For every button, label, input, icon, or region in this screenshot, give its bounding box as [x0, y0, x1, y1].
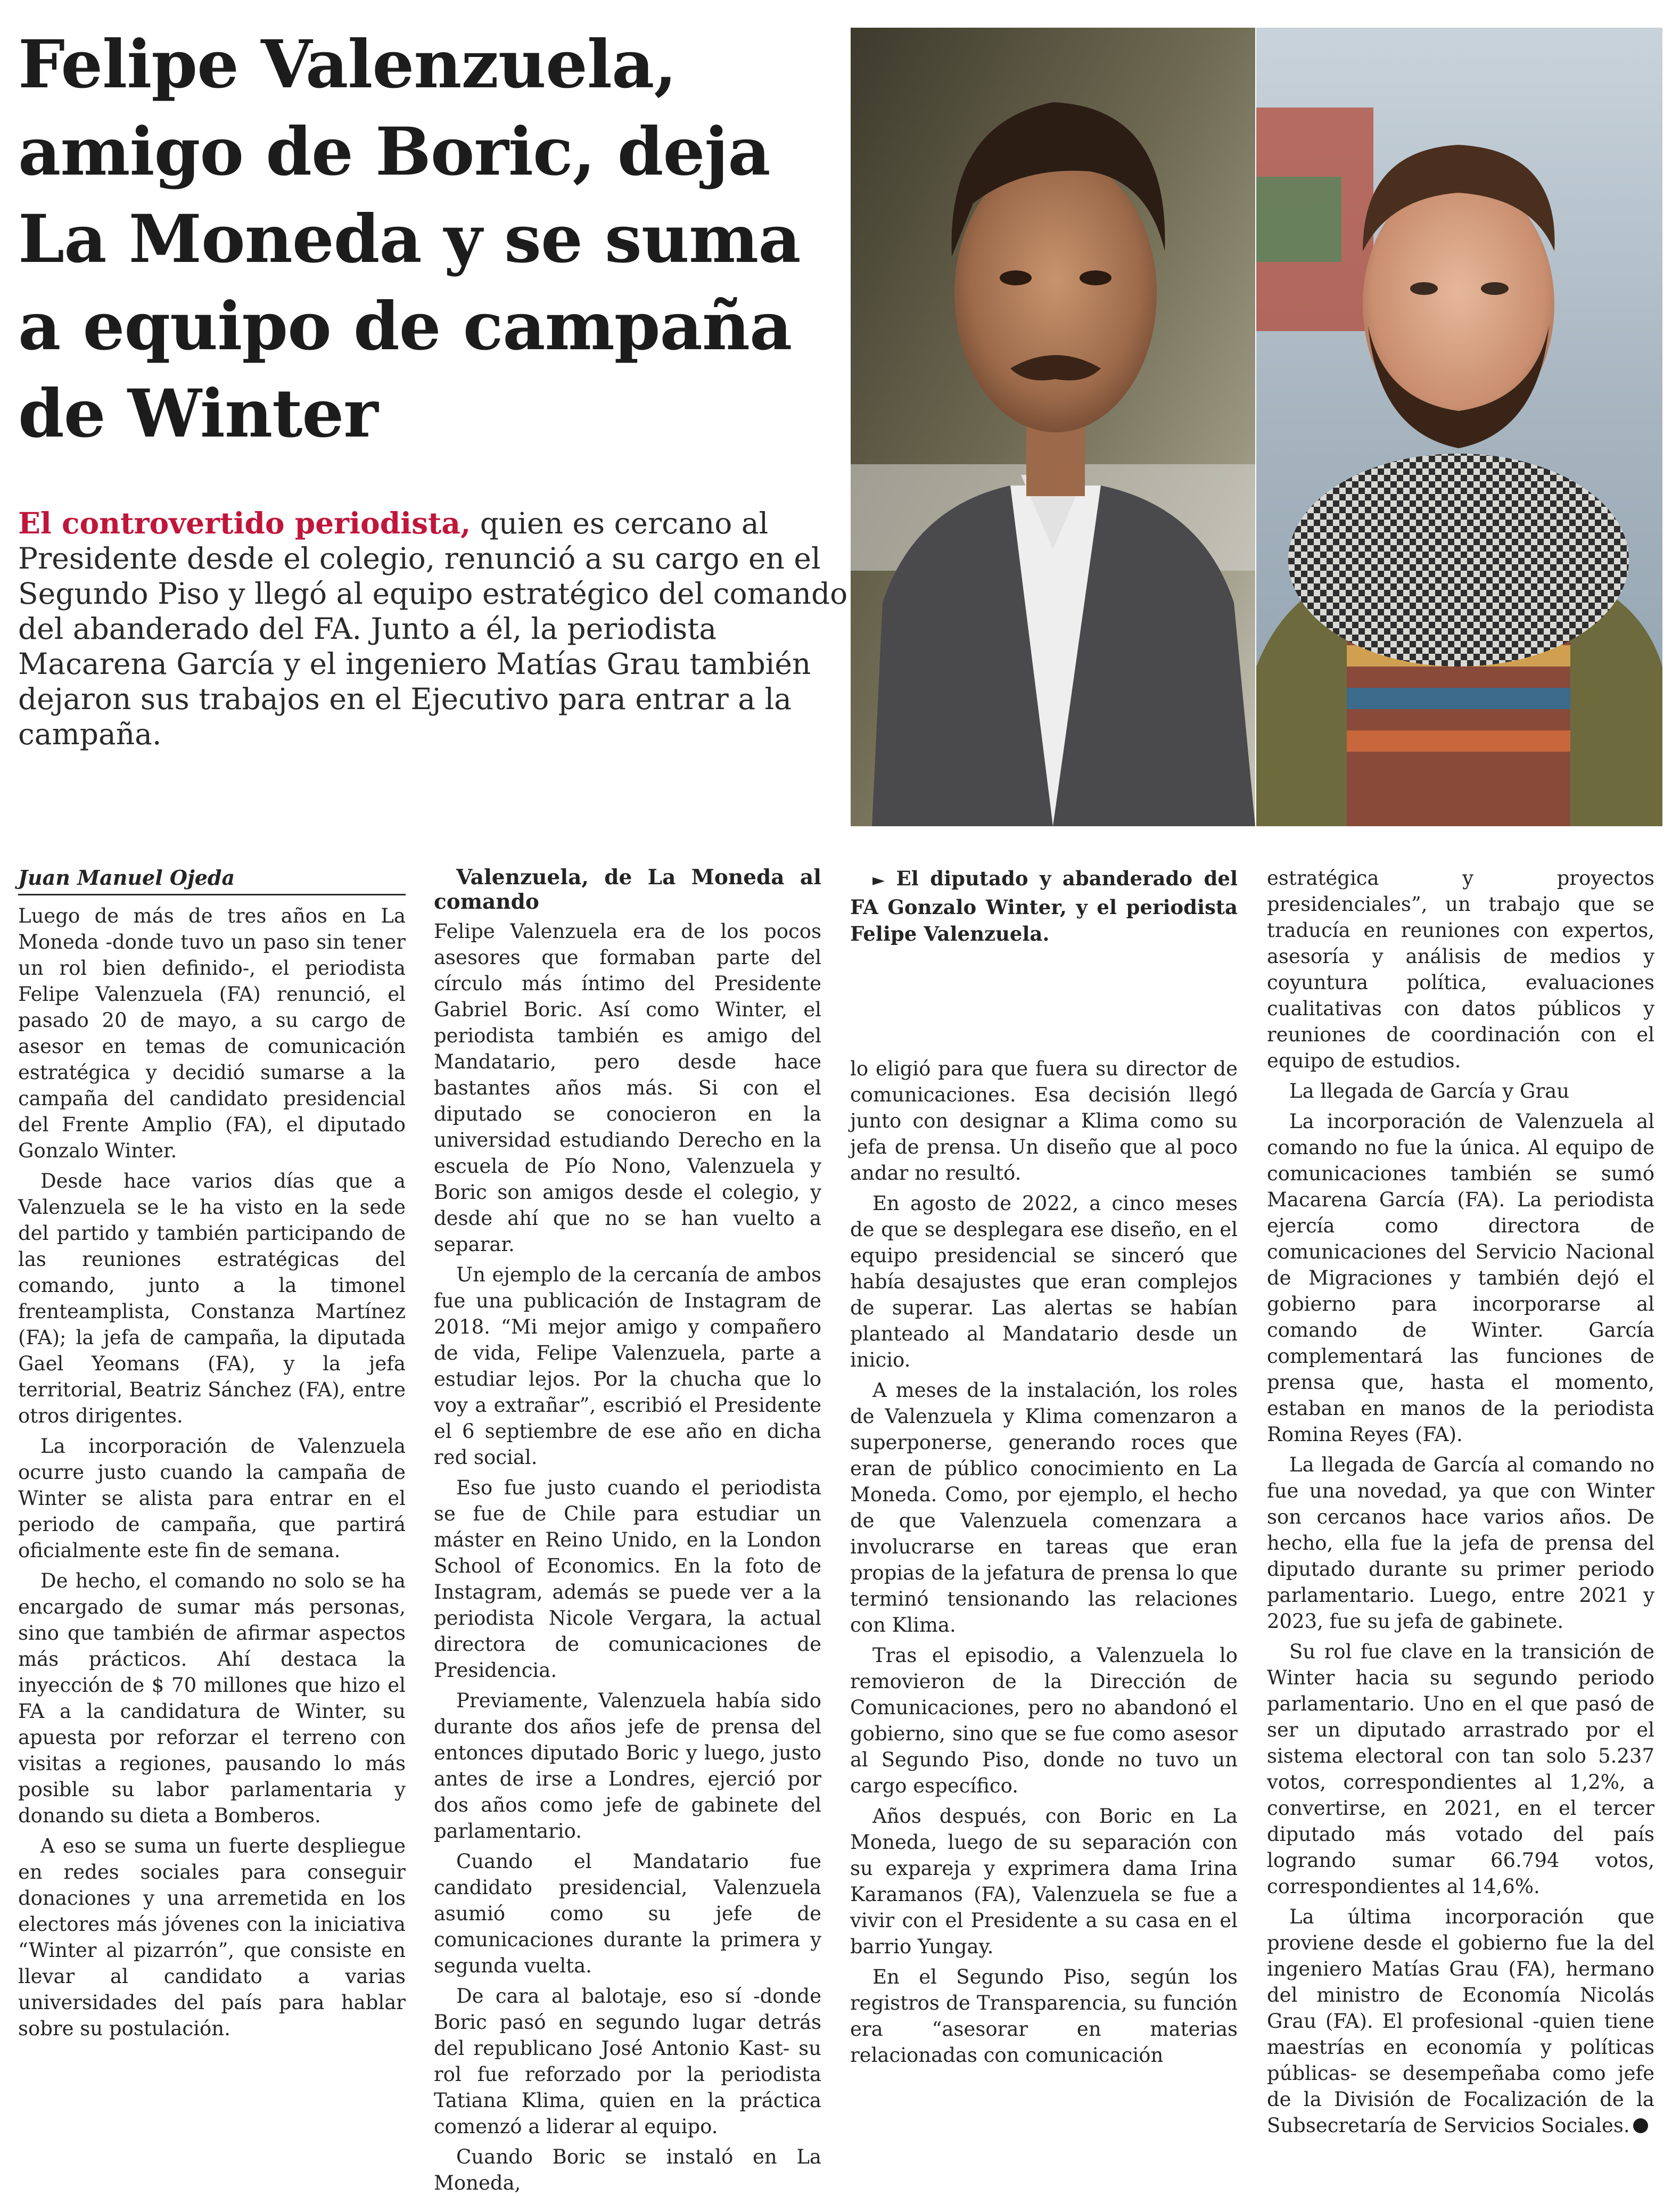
- section-midhead: La llegada de García y Grau: [1289, 1080, 1570, 1103]
- paragraph-last: [1267, 1904, 1654, 2139]
- paragraph: Luego de más de tres años en La Moneda -donde tuvo un paso sin tener un rol bien definido-, el periodista Felipe Valenzuela (FA) renunció, el pasado 20 de mayo, a su cargo de asesor en temas de comunicación estratégica y decidió sumarse a la campaña del candidato presidencial del Frente Amplio (FA), el diputado Gonzalo Winter.: [18, 904, 406, 1162]
- paragraph: En agosto de 2022, a cinco meses de que se desplegara ese diseño, en el equipo presidencial se sinceró que había desajustes que eran complejos de superar. Las alertas se habían planteado al Mandatario desde un inicio.: [850, 1192, 1238, 1371]
- paragraph: A meses de la instalación, los roles de Valenzuela y Klima comenzaron a superponerse, generando roces que eran de público conocimiento en La Moneda. Como, por ejemplo, el hecho de que Valenzuela comenzara a involucrarse en tareas que eran propias de la jefatura de prensa lo que terminó tensionando las relaciones con Klima.: [850, 1379, 1238, 1636]
- article-column-4: [1267, 865, 1654, 2137]
- paragraph: La incorporación de Valenzuela al comando no fue la única. Al equipo de comunicaciones también se sumó Macarena García (FA). La periodista ejercía como directora de comunicaciones del Servicio Nacional de Migraciones y también dejó el gobierno para incorporarse al comando de Winter. García complementará las funciones de prensa que, hasta el momento, estaban en manos de la periodista Romina Reyes (FA).: [1267, 1110, 1654, 1446]
- paragraph: La incorporación de Valenzuela ocurre justo cuando la campaña de Winter se alista para entrar en el periodo de campaña, que partirá oficialmente este fin de semana.: [18, 1435, 406, 1562]
- paragraph-last-text: La última incorporación que proviene desde el gobierno fue la del ingeniero Matías Grau (FA), hermano del ministro de Economía Nicolás Grau (FA). El profesional -quien tiene maestrías en economía y políticas públicas- se desempeñaba como jefe de la División de Focalización de la Subsecretaría de Servicios Sociales.: [1267, 1905, 1654, 2137]
- portrait-photo-icon: [851, 28, 1255, 826]
- portrait-photo-icon: [1256, 28, 1662, 826]
- paragraph: Su rol fue clave en la transición de Winter hacia su segundo periodo parlamentario. Uno en el que pasó de ser un diputado arrastrado por el sistema electoral con tan solo 5.237 votos, correspondientes al 1,2%, a convertirse, en 2021, en el tercer diputado más votado del país logrando sumar 66.794 votos, correspondientes al 14,6%.: [1267, 1640, 1654, 1898]
- article-column-2: [434, 865, 821, 2194]
- paragraph: Años después, con Boric en La Moneda, luego de su separación con su expareja y exprimera dama Irina Karamanos (FA), Valenzuela se fue a vivir con el Presidente a su casa en el barrio Yungay.: [850, 1805, 1238, 1958]
- caption-arrow-icon: ►: [872, 871, 885, 890]
- paragraph: Cuando Boric se instaló en La Moneda,: [434, 2145, 821, 2194]
- paragraph: Previamente, Valenzuela había sido durante dos años jefe de prensa del entonces diputado Boric y luego, justo antes de irse a Londres, ejerció por dos años como jefe de gabinete del parlamentario.: [434, 1689, 821, 1843]
- paragraph: Felipe Valenzuela era de los pocos asesores que formaban parte del círculo más íntimo del Presidente Gabriel Boric. Así como Winter, el periodista también es amigo del Mandatario, pero desde hace bastantes años más. Si con el diputado se conocieron en la universidad estudiando Derecho en la escuela de Pío Nono, Valenzuela y Boric son amigos desde el colegio, y desde ahí que no se han vuelto a separar.: [434, 920, 821, 1256]
- paragraph: Eso fue justo cuando el periodista se fue de Chile para estudiar un máster en Reino Unido, en la London School of Economics. En la foto de Instagram, además se puede ver a la periodista Nicole Vergara, la actual directora de comunicaciones de Presidencia.: [434, 1476, 821, 1682]
- photo-caption: [850, 865, 1238, 1051]
- paragraph: De cara al balotaje, eso sí -donde Boric pasó en segundo lugar detrás del republicano José Antonio Kast- su rol fue reforzado por la periodista Tatiana Klima, quien en la práctica comenzó a liderar al equipo.: [434, 1985, 821, 2138]
- lede: [18, 506, 849, 752]
- paragraph: La llegada de García al comando no fue una novedad, ya que con Winter son cercanos hace varios años. De hecho, ella fue la jefa de prensa del diputado durante su primer periodo parlamentario. Luego, entre 2021 y 2023, fue su jefa de gabinete.: [1267, 1453, 1654, 1633]
- lede-highlight: El controvertido periodista,: [18, 506, 471, 540]
- paragraph: Cuando el Mandatario fue candidato presidencial, Valenzuela asumió como su jefe de comunicaciones durante la primera y segunda vuelta.: [434, 1850, 821, 1977]
- photo-gonzalo-winter: [1256, 28, 1662, 826]
- section-subhead: Valenzuela, de La Moneda al comando: [434, 865, 821, 914]
- paragraph: De hecho, el comando no solo se ha encargado de sumar más personas, sino que también de afirmar aspectos más prácticos. Ahí destaca la inyección de $ 70 millones que hizo el FA a la candidatura de Winter, su apuesta por reforzar el terreno con visitas a regiones, pausando lo más posible su labor parlamentaria y donando su dieta a Bomberos.: [18, 1569, 406, 1827]
- paragraph: estratégica y proyectos presidenciales”, un trabajo que se traducía en reuniones con expertos, asesoría y análisis de medios y coyuntura política, evaluaciones cualitativas con datos públicos y reuniones de coordinación con el equipo de estudios.: [1267, 867, 1654, 1072]
- article-column-1: [18, 865, 406, 2040]
- paragraph: A eso se suma un fuerte despliegue en redes sociales para conseguir donaciones y una arremetida en los electores más jóvenes con la iniciativa “Winter al pizarrón”, que consiste en llevar al candidato a varias universidades del país para hablar sobre su postulación.: [18, 1835, 406, 2040]
- caption-text: El diputado y abanderado del FA Gonzalo Winter, y el periodista Felipe Valenzuela.: [850, 867, 1238, 945]
- paragraph: Tras el episodio, a Valenzuela lo removieron de la Dirección de Comunicaciones, pero no abandonó el gobierno, sino que se fue como asesor al Segundo Piso, donde no tuvo un cargo específico.: [850, 1644, 1238, 1797]
- paragraph: Un ejemplo de la cercanía de ambos fue una publicación de Instagram de 2018. “Mi mejor amigo y compañero de vida, Felipe Valenzuela, parte a estudiar lejos. Por la chucha que lo voy a extrañar”, escribió el Presidente el 6 septiembre de ese año en dicha red social.: [434, 1263, 821, 1469]
- end-mark-icon: [1633, 2118, 1648, 2133]
- paragraph: En el Segundo Piso, según los registros de Transparencia, su función era “asesorar en materias relacionadas con comunicación: [850, 1965, 1238, 2067]
- photo-felipe-valenzuela: [851, 28, 1255, 826]
- headline: Felipe Valenzuela, amigo de Boric, deja La Moneda y se suma a equipo de campaña de Winter: [18, 26, 801, 453]
- lede-text: quien es cercano al Presidente desde el colegio, renunció a su cargo en el Segundo Piso y llegó al equipo estratégico del comando del abanderado del FA. Junto a él, la periodista Macarena García y el ingeniero Matías Grau también dejaron sus trabajos en el Ejecutivo para entrar a la campaña.: [18, 506, 848, 751]
- paragraph: Desde hace varios días que a Valenzuela se le ha visto en la sede del partido y también participando de las reuniones estratégicas del comando, junto a la timonel frenteamplista, Constanza Martínez (FA); la jefa de campaña, la diputada Gael Yeomans (FA), y la jefa territorial, Beatriz Sánchez (FA), entre otros dirigentes.: [18, 1170, 406, 1427]
- paragraph: lo eligió para que fuera su director de comunicaciones. Esa decisión llegó junto con designar a Klima como su jefa de prensa. Un diseño que al poco andar no resultó.: [850, 1057, 1238, 1185]
- article-column-3: [850, 865, 1238, 2067]
- byline: Juan Manuel Ojeda: [18, 865, 406, 895]
